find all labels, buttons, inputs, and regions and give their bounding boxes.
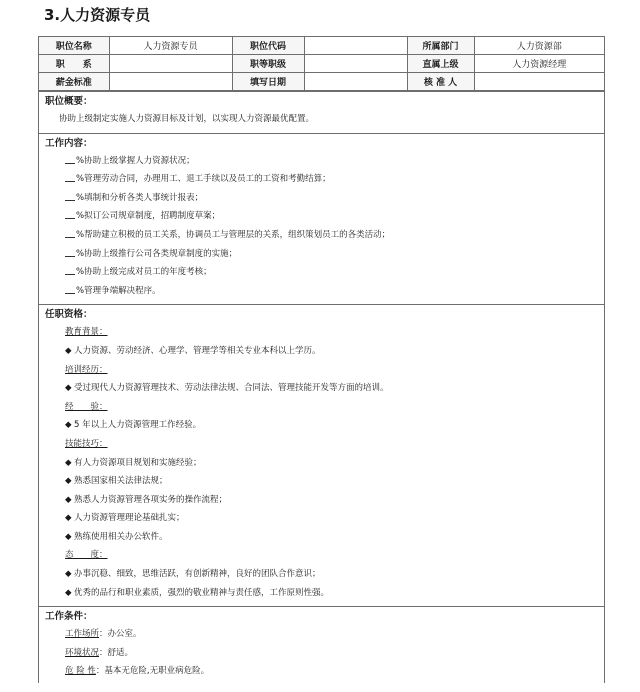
header-value-cell [304, 55, 407, 73]
header-value-cell [304, 37, 407, 55]
header-label-cell: 核 准 人 [407, 73, 474, 91]
duty-text: %协助上级掌握人力资源状况； [76, 155, 195, 166]
qualification-item [45, 509, 598, 528]
header-label-cell: 职位名称 [39, 37, 109, 55]
qualification-text: 有人力资源项目规划和实施经验； [74, 457, 202, 468]
diamond-bullet-icon: ◆ [65, 345, 72, 356]
header-label-cell: 职位代码 [232, 37, 304, 55]
qualification-label [45, 546, 598, 565]
diamond-bullet-icon: ◆ [65, 513, 72, 524]
duty-item [45, 207, 598, 226]
condition-item [45, 662, 598, 681]
duties-list [45, 152, 598, 301]
blank-underline [65, 265, 75, 275]
duty-text: %填制和分析各类人事统计报表； [76, 192, 204, 203]
qualification-label [45, 323, 598, 342]
qualification-item [45, 472, 598, 491]
header-value-cell [304, 73, 407, 91]
qualification-text: 人力资源、劳动经济、心理学、管理学等相关专业本科以上学历。 [74, 345, 321, 356]
qualification-text: 5 年以上人力资源管理工作经验。 [74, 420, 202, 431]
qualification-label-text: 态 度： [65, 550, 108, 561]
header-table [39, 37, 604, 91]
duty-text: %协助上级推行公司各类规章制度的实施； [76, 248, 238, 259]
duties-heading: 工作内容： [45, 137, 93, 149]
qualification-item [45, 454, 598, 473]
qualification-label-text: 经 验： [65, 401, 108, 412]
diamond-bullet-icon: ◆ [65, 457, 72, 468]
header-value-cell: 人力资源部 [474, 37, 604, 55]
qualification-label-text: 教育背景： [65, 327, 108, 338]
diamond-bullet-icon: ◆ [65, 587, 72, 598]
conditions-list [45, 625, 598, 681]
duty-item [45, 189, 598, 208]
qualifications-list [45, 323, 598, 602]
header-value-cell [474, 73, 604, 91]
header-label-cell: 所属部门 [407, 37, 474, 55]
header-label-cell: 薪金标准 [39, 73, 109, 91]
duty-item [45, 226, 598, 245]
qualification-item [45, 528, 598, 547]
overview-text: 协助上级制定实施人力资源目标及计划，以实现人力资源最优配置。 [59, 114, 315, 124]
qualification-text: 熟悉人力资源管理各项实务的操作流程； [74, 494, 228, 505]
condition-value: 办公室。 [107, 629, 142, 640]
qualification-text: 熟悉国家相关法律法规； [74, 476, 168, 487]
diamond-bullet-icon: ◆ [65, 420, 72, 431]
qualification-label-text: 培训经历： [65, 364, 108, 375]
diamond-bullet-icon: ◆ [65, 569, 72, 580]
duty-text: %帮助建立积极的员工关系，协调员工与管理层的关系，组织策划员工的各类活动； [76, 229, 391, 240]
header-value-cell [109, 55, 232, 73]
condition-item [45, 625, 598, 644]
blank-underline [65, 228, 75, 238]
condition-item [45, 644, 598, 663]
duty-text: %管理劳动合同，办理用工、退工手续以及员工的工资和考勤结算； [76, 174, 331, 185]
duty-text: %协助上级完成对员工的年度考核； [76, 267, 212, 278]
condition-colon: ： [95, 666, 105, 677]
duty-item [45, 282, 598, 301]
diamond-bullet-icon: ◆ [65, 531, 72, 542]
diamond-bullet-icon: ◆ [65, 476, 72, 487]
qualification-text: 人力资源管理理论基础扎实； [74, 513, 185, 524]
qualification-label [45, 361, 598, 380]
overview-section [39, 91, 604, 133]
header-row [39, 73, 604, 91]
qualification-label [45, 435, 598, 454]
blank-underline [65, 191, 75, 201]
blank-underline [65, 284, 75, 294]
duty-text: %拟订公司规章制度，招聘制度草案； [76, 211, 221, 222]
blank-underline [65, 154, 75, 164]
condition-label: 危 险 性 [65, 666, 96, 677]
duty-item [45, 245, 598, 264]
header-value-cell: 人力资源专员 [109, 37, 232, 55]
qualifications-heading: 任职资格： [45, 309, 93, 321]
qualification-item [45, 565, 598, 584]
header-label-cell: 填写日期 [232, 73, 304, 91]
condition-value: 基本无危险,无职业病危险。 [104, 666, 210, 677]
duty-item [45, 170, 598, 189]
header-row [39, 55, 604, 73]
blank-underline [65, 209, 75, 219]
header-value-cell: 人力资源经理 [474, 55, 604, 73]
conditions-heading: 工作条件： [45, 611, 93, 623]
blank-underline [65, 172, 75, 182]
diamond-bullet-icon: ◆ [65, 494, 72, 505]
qualification-text: 受过现代人力资源管理技术、劳动法律法规、合同法、管理技能开发等方面的培训。 [74, 383, 389, 394]
qualification-item [45, 416, 598, 435]
page-title: 3.人力资源专员 [44, 6, 151, 24]
duty-item [45, 263, 598, 282]
qualification-item [45, 342, 598, 361]
duties-section [39, 133, 604, 305]
duty-text: %管理争端解决程序。 [76, 285, 161, 296]
condition-label: 工作场所 [65, 629, 100, 640]
duty-item [45, 152, 598, 171]
conditions-section [39, 606, 604, 683]
blank-underline [65, 247, 75, 257]
header-label-cell: 职等职级 [232, 55, 304, 73]
qualification-label [45, 398, 598, 417]
qualification-item [45, 584, 598, 603]
header-label-cell: 职 系 [39, 55, 109, 73]
qualifications-section [39, 304, 604, 606]
condition-value: 舒适。 [107, 647, 134, 658]
diamond-bullet-icon: ◆ [65, 383, 72, 394]
qualification-text: 办事沉稳、细致，思维活跃，有创新精神，良好的团队合作意识； [74, 569, 321, 580]
qualification-item [45, 379, 598, 398]
condition-colon: ： [99, 647, 108, 658]
job-description-form [38, 36, 605, 683]
qualification-item [45, 491, 598, 510]
header-label-cell: 直属上级 [407, 55, 474, 73]
qualification-text: 熟练使用相关办公软件。 [74, 531, 168, 542]
overview-heading: 职位概要： [45, 96, 93, 107]
condition-colon: ： [99, 629, 108, 640]
qualification-text: 优秀的品行和职业素质，强烈的敬业精神与责任感，工作原则性强。 [74, 587, 330, 598]
header-value-cell [109, 73, 232, 91]
header-row [39, 37, 604, 55]
qualification-label-text: 技能技巧： [65, 438, 108, 449]
condition-label: 环境状况 [65, 647, 100, 658]
